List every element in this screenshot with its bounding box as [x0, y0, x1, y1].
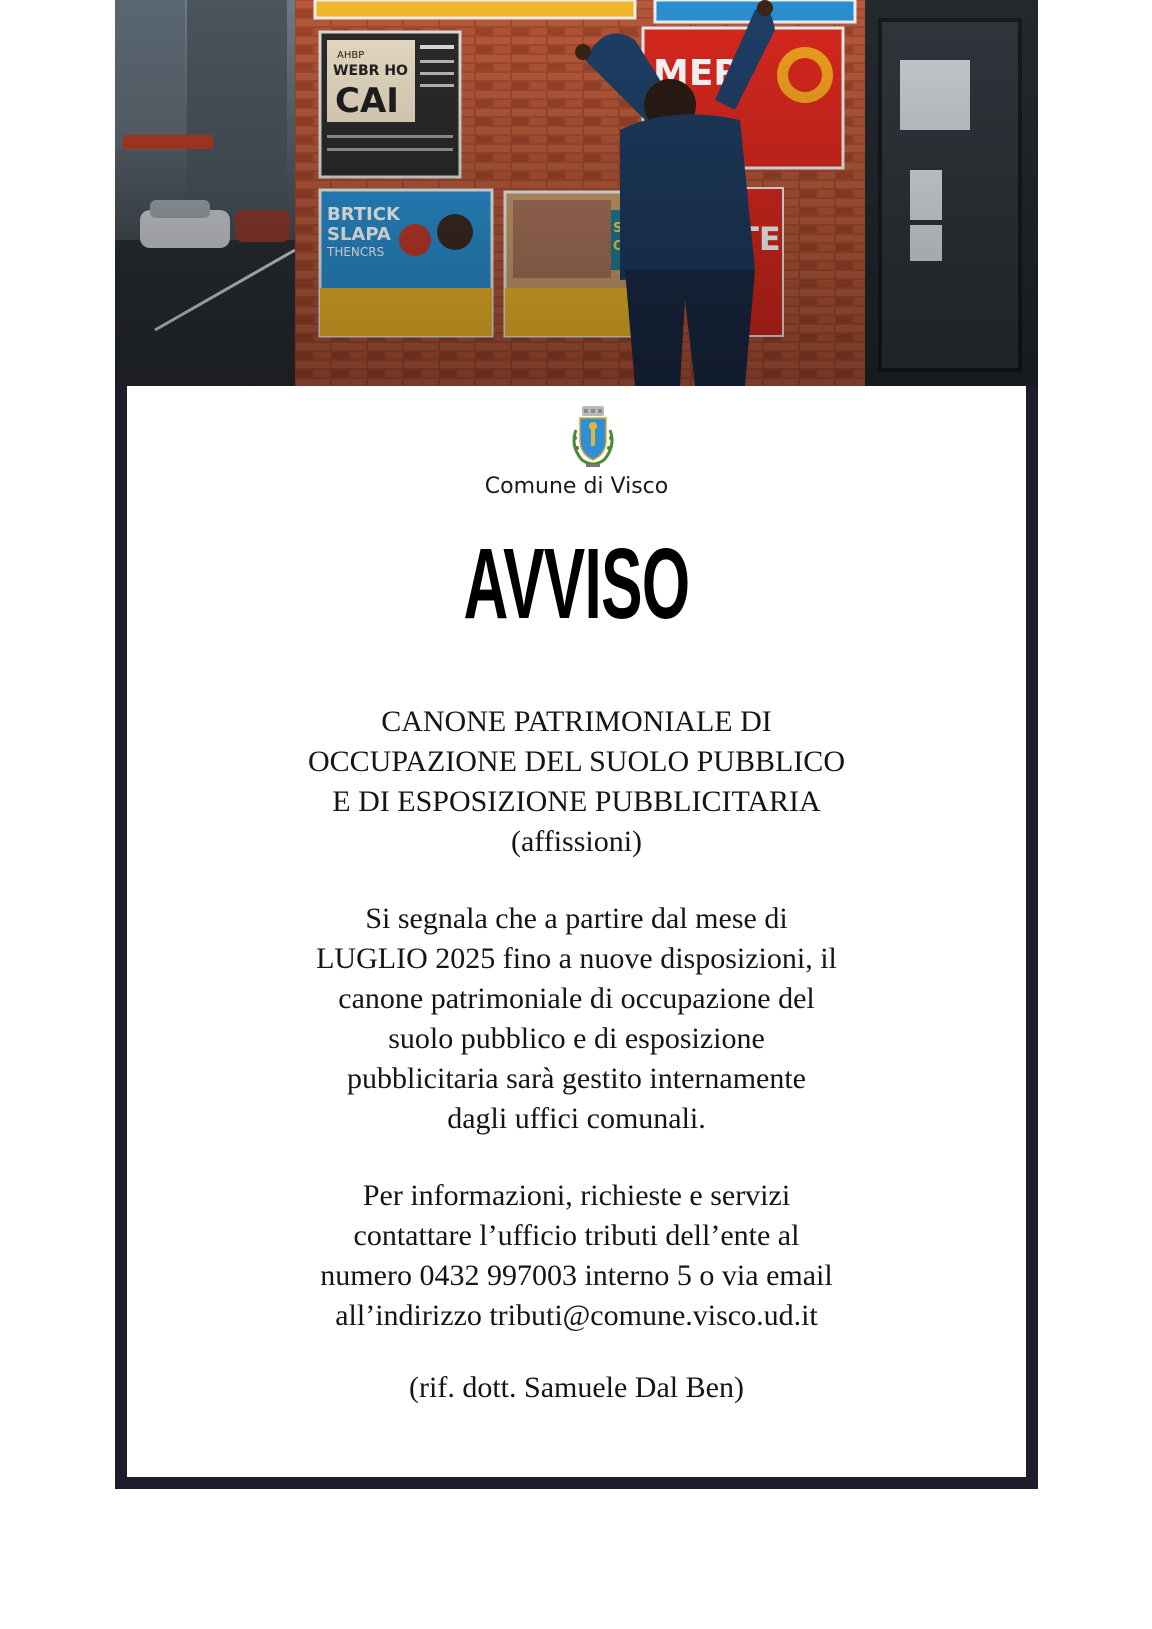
body-line: suolo pubblico e di esposizione: [388, 1022, 765, 1055]
contact-line: Per informazioni, richieste e servizi: [362, 1179, 791, 1212]
subject-line: CANONE PATRIMONIALE DI: [381, 705, 772, 738]
contact-info: [237, 1176, 916, 1336]
page-title: AVVISO: [463, 528, 690, 640]
subject-line: (affissioni): [510, 825, 643, 858]
reference-line: (rif. dott. Samuele Dal Ben): [409, 1371, 744, 1404]
hero-photo: [115, 0, 1038, 386]
body-line: canone patrimoniale di occupazione del: [338, 982, 815, 1015]
contact-line: numero 0432 997003 interno 5 o via email: [320, 1259, 833, 1292]
notice-card: [127, 386, 1026, 1477]
coat-of-arms-icon: [566, 404, 620, 468]
subject-line: OCCUPAZIONE DEL SUOLO PUBBLICO: [308, 745, 845, 778]
subject-line: E DI ESPOSIZIONE PUBBLICITARIA: [332, 785, 821, 818]
contact-line: contattare l’ufficio tributi dell’ente al: [353, 1219, 800, 1252]
contact-line: all’indirizzo tributi@comune.visco.ud.it: [335, 1299, 818, 1332]
body-line: pubblicitaria sarà gestito internamente: [347, 1062, 806, 1095]
municipality-name: Comune di Visco: [484, 474, 669, 499]
body-line: LUGLIO 2025 fino a nuove disposizioni, il: [316, 942, 837, 975]
body-line: dagli uffici comunali.: [447, 1102, 706, 1135]
body-line: Si segnala che a partire dal mese di: [365, 902, 788, 935]
notice-body: [237, 899, 916, 1139]
notice-frame: [115, 386, 1038, 1489]
notice-subject: [237, 702, 916, 862]
